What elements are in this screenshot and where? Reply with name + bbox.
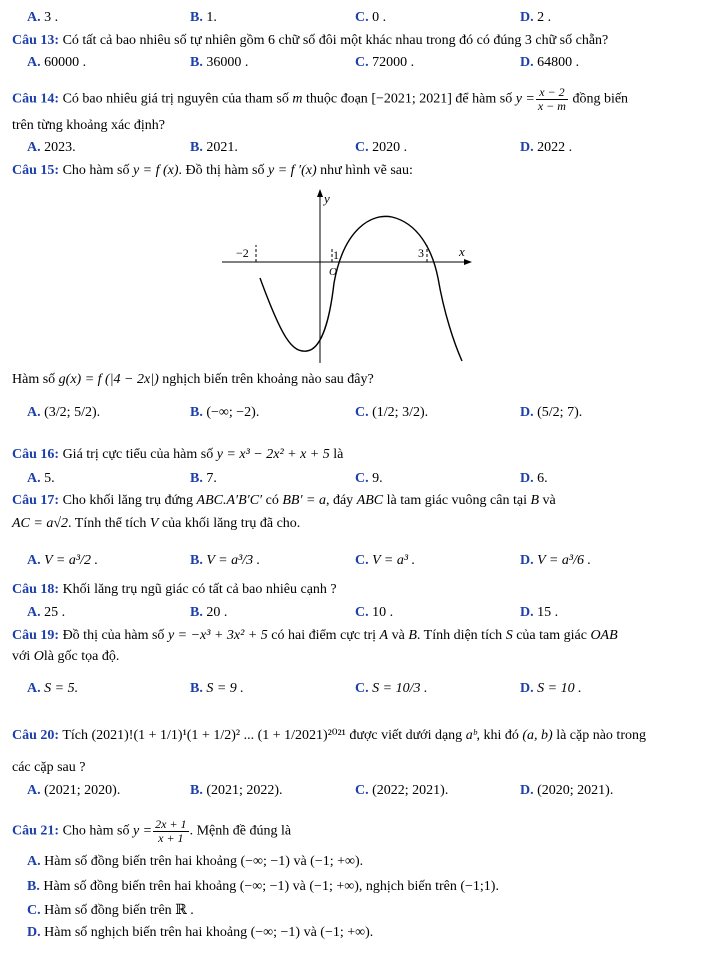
q21-function-fraction: $\frac{2x + 1}{x + 1}$: [155, 817, 187, 845]
q13-option-d[interactable]: D. 64800 .: [520, 55, 580, 70]
q18-option-a[interactable]: A. 25 .: [27, 605, 66, 620]
q21-option-b[interactable]: B. Hàm số đồng biến trên hai khoảng (−∞; −1) và (−1; +∞), nghịch biến trên (−1;1).: [27, 879, 499, 894]
q15-option-c[interactable]: C. (1/2; 3/2).: [355, 405, 429, 420]
q18-option-c[interactable]: C. 10 .: [355, 605, 394, 620]
q17-option-a[interactable]: A. V = a³/2 .: [27, 553, 98, 568]
q17-option-c[interactable]: C. V = a³ .: [355, 553, 416, 568]
q14-option-d[interactable]: D. 2022 .: [520, 140, 573, 155]
q13-stem: Câu 13: Có tất cả bao nhiêu số tự nhiên gồm 6 chữ số đôi một khác nhau trong đó có đúng 3 chữ số chẵn?: [12, 33, 609, 48]
origin-label: O: [329, 266, 337, 278]
q15-question: Hàm số g(x) = f (|4 − 2x|) nghịch biến trên khoảng nào sau đây?: [12, 372, 374, 387]
y-axis-arrow: [317, 189, 323, 197]
q20-stem: Câu 20: Tích (2021)!(1 + 1/1)¹(1 + 1/2)² ... (1 + 1/2021)²⁰²¹ được viết dưới dạng aᵇ, khi đó (a, b) là cặp nào trong: [12, 728, 646, 743]
q16-option-d[interactable]: D. 6.: [520, 471, 548, 486]
q16-stem: Câu 16: Giá trị cực tiểu của hàm số y = x³ − 2x² + x + 5 là: [12, 447, 344, 462]
y-axis-label: y: [324, 191, 330, 206]
q17-option-b[interactable]: B. V = a³/3 .: [190, 553, 261, 568]
q20-option-c[interactable]: C. (2022; 2021).: [355, 783, 449, 798]
q19-option-d[interactable]: D. S = 10 .: [520, 681, 582, 696]
q14-function-fraction: $\frac{x - 2}{x - m}$: [537, 85, 566, 113]
q15-option-d[interactable]: D. (5/2; 7).: [520, 405, 583, 420]
q12-option-c[interactable]: C. 0 .: [355, 10, 387, 25]
q15-option-a[interactable]: A. (3/2; 5/2).: [27, 405, 101, 420]
q20-option-d[interactable]: D. (2020; 2021).: [520, 783, 614, 798]
q17-option-d[interactable]: D. V = a³/6 .: [520, 553, 591, 568]
q18-option-d[interactable]: D. 15 .: [520, 605, 559, 620]
tick-label-neg2: −2: [236, 246, 249, 260]
tick-label-3: 3: [418, 246, 424, 260]
q15-option-b[interactable]: B. (−∞; −2).: [190, 405, 260, 420]
q19-option-a[interactable]: A. S = 5.: [27, 681, 79, 696]
q20-option-b[interactable]: B. (2021; 2022).: [190, 783, 283, 798]
q13-option-a[interactable]: A. 60000 .: [27, 55, 87, 70]
q21-stem: Câu 21: Cho hàm số y = $\frac{2x + 1}{x + 1}$ . Mệnh đề đúng là: [12, 817, 292, 845]
x-axis-label: x: [459, 244, 465, 259]
q16-option-a[interactable]: A. 5.: [27, 471, 55, 486]
q13-option-b[interactable]: B. 36000 .: [190, 55, 249, 70]
q16-option-c[interactable]: C. 9.: [355, 471, 383, 486]
q12-option-b[interactable]: B. 1.: [190, 10, 217, 25]
q12-option-a[interactable]: A. 3 .: [27, 10, 59, 25]
q19-option-c[interactable]: C. S = 10/3 .: [355, 681, 428, 696]
q19-stem: Câu 19: Đồ thị của hàm số y = −x³ + 3x² + 5 có hai điểm cực trị A và B. Tính diện tích S của tam giác OAB: [12, 628, 618, 643]
q20-option-a[interactable]: A. (2021; 2020).: [27, 783, 121, 798]
q14-stem: Câu 14: Có bao nhiêu giá trị nguyên của tham số m thuộc đoạn [−2021; 2021] để hàm số y = $\frac{x - 2}{x - m}$ đồng biến: [12, 85, 629, 113]
q14-option-c[interactable]: C. 2020 .: [355, 140, 408, 155]
q16-option-b[interactable]: B. 7.: [190, 471, 217, 486]
derivative-curve: [260, 216, 462, 361]
q17-stem: Câu 17: Cho khối lăng trụ đứng ABC.A′B′C′ có BB′ = a, đáy ABC là tam giác vuông cân tại B và: [12, 493, 556, 508]
q20-stem-line2: các cặp sau ?: [12, 760, 86, 775]
q21-option-a[interactable]: A. Hàm số đồng biến trên hai khoảng (−∞; −1) và (−1; +∞).: [27, 854, 364, 869]
q18-stem: Câu 18: Khối lăng trụ ngũ giác có tất cả bao nhiêu cạnh ?: [12, 582, 337, 597]
q21-option-c[interactable]: C. Hàm số đồng biến trên ℝ .: [27, 903, 194, 918]
q15-derivative-graph: [222, 183, 480, 367]
q14-option-b[interactable]: B. 2021.: [190, 140, 238, 155]
x-axis-arrow: [464, 259, 472, 265]
q13-option-c[interactable]: C. 72000 .: [355, 55, 415, 70]
q15-stem: Câu 15: Cho hàm số y = f (x). Đồ thị hàm số y = f ′(x) như hình vẽ sau:: [12, 163, 413, 178]
tick-label-1: 1: [333, 248, 339, 262]
q12-option-d[interactable]: D. 2 .: [520, 10, 552, 25]
q14-stem-line2: trên từng khoảng xác định?: [12, 118, 165, 133]
q19-option-b[interactable]: B. S = 9 .: [190, 681, 244, 696]
q19-stem-line2: với Olà gốc tọa độ.: [12, 649, 120, 664]
q21-option-d[interactable]: D. Hàm số nghịch biến trên hai khoảng (−∞; −1) và (−1; +∞).: [27, 925, 374, 940]
q17-stem-line2: AC = a√2. Tính thể tích V của khối lăng trụ đã cho.: [12, 516, 301, 531]
q18-option-b[interactable]: B. 20 .: [190, 605, 228, 620]
q14-option-a[interactable]: A. 2023.: [27, 140, 76, 155]
